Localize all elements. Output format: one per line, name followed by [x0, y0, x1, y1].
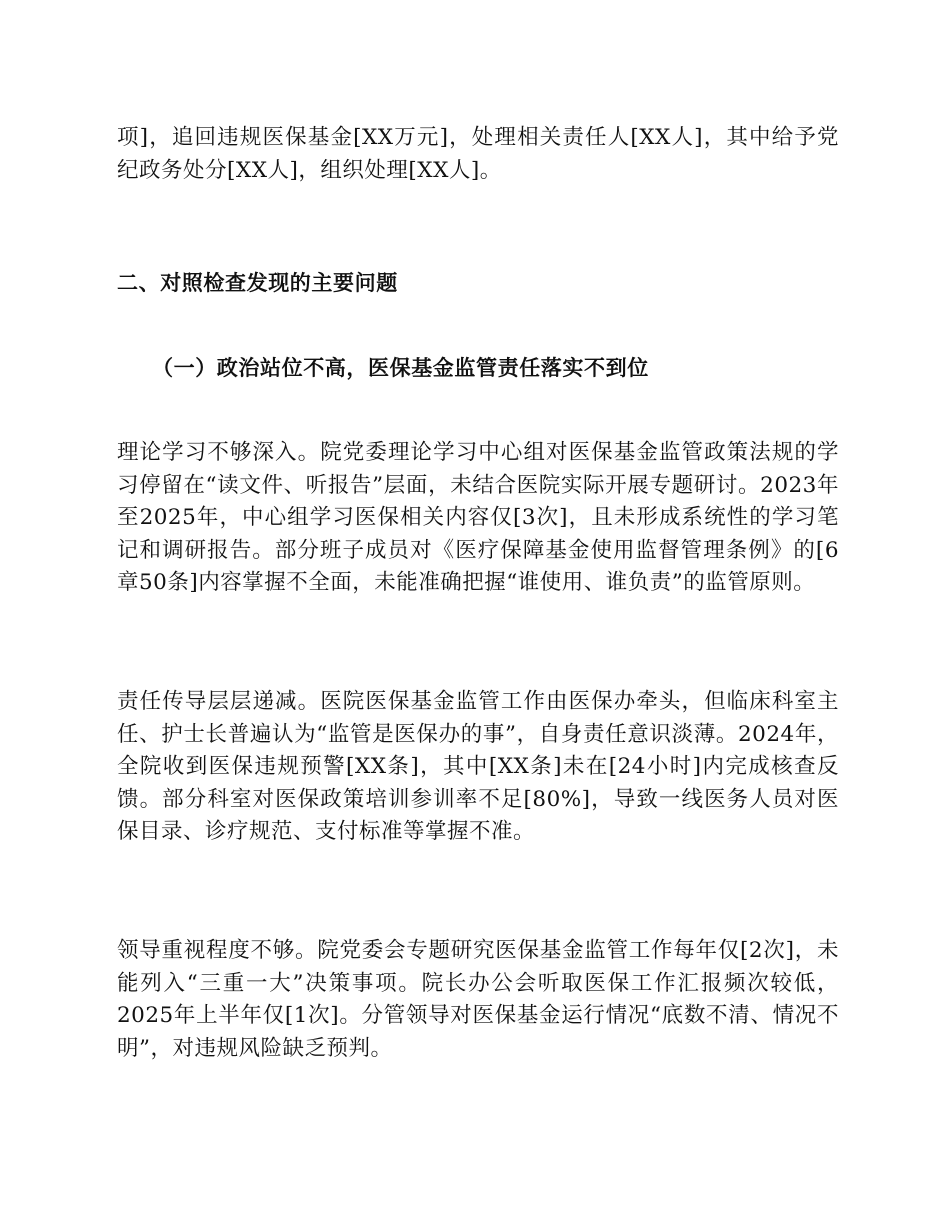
section-heading: 二、对照检查发现的主要问题: [117, 271, 398, 295]
body-paragraph-theory-study: 理论学习不够深入。院党委理论学习中心组对医保基金监管政策法规的学习停留在“读文件、听报告”层面，未结合医院实际开展专题研讨。2023年至2025年，中心组学习医保相关内容仅[3次]，且未形成系统性的学习笔记和调研报告。部分班子成员对《医疗保障基金使用监督管理条例》的[6章50条]内容掌握不全面，未能准确把握“谁使用、谁负责”的监管原则。: [117, 440, 839, 595]
subsection-heading: （一）政治站位不高，医保基金监管责任落实不到位: [152, 356, 649, 380]
body-paragraph-responsibility: 责任传导层层递减。医院医保基金监管工作由医保办牵头，但临床科室主任、护士长普遍认为“监管是医保办的事”，自身责任意识淡薄。2024年，全院收到医保违规预警[XX条]，其中[XX条]未在[24小时]内完成核查反馈。部分科室对医保政策培训参训率不足[80%]，导致一线医务人员对医保目录、诊疗规范、支付标准等掌握不准。: [117, 689, 839, 844]
intro-paragraph: 项]，追回违规医保基金[XX万元]，处理相关责任人[XX人]，其中给予党纪政务处分[XX人]，组织处理[XX人]。: [117, 125, 839, 183]
body-paragraph-leadership: 领导重视程度不够。院党委会专题研究医保基金监管工作每年仅[2次]，未能列入“三重一大”决策事项。院长办公会听取医保工作汇报频次较低，2025年上半年仅[1次]。分管领导对医保基金运行情况“底数不清、情况不明”，对违规风险缺乏预判。: [117, 938, 839, 1061]
